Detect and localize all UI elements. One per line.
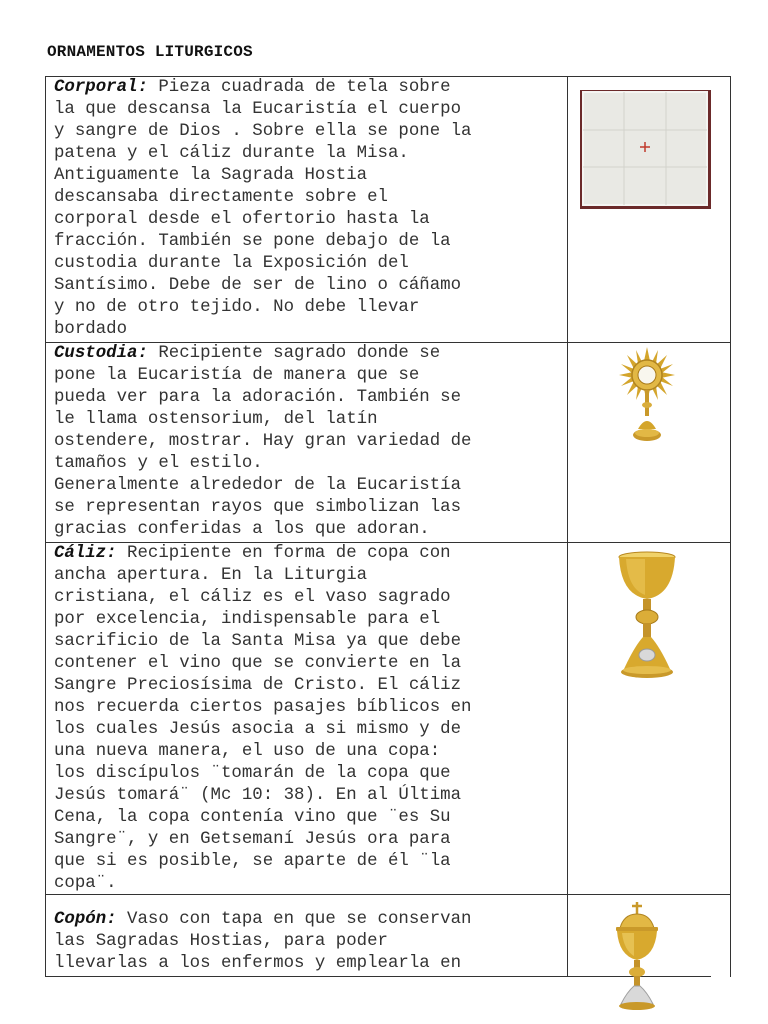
- table-row: [45, 342, 731, 543]
- entry-text: Recipiente sagrado donde se pone la Eucaristía de manera que se pueda ver para la adoración. También se le llama ostensorium, del latín ostendere, mostrar. Hay gran variedad de tamaños y el estilo. Generalmente alrededor de la Eucaristía se representan rayos que simbolizan las gracias conferidas a los que adoran.: [54, 344, 472, 539]
- document-title: ORNAMENTOS LITURGICOS: [47, 43, 253, 61]
- entry-description: [54, 543, 559, 895]
- entry-description: [54, 343, 559, 541]
- entry-term: Corporal:: [54, 78, 148, 97]
- entry-description: [54, 77, 559, 341]
- monstrance-image: [612, 347, 682, 449]
- table-row: [45, 76, 731, 343]
- ciborium-image: [612, 900, 662, 1012]
- entry-text: Vaso con tapa en que se conservan las Sagradas Hostias, para poder llevarlas a los enfermos y emplearla en: [54, 910, 472, 973]
- ornaments-table: [45, 76, 731, 977]
- entry-term: Custodia:: [54, 344, 148, 363]
- corporal-cloth-image: [580, 90, 711, 209]
- entry-term: Copón:: [54, 910, 117, 929]
- entry-text: Recipiente en forma de copa con ancha apertura. En la Liturgia cristiana, el cáliz es el vaso sagrado por excelencia, indispensable para el sacrificio de la Santa Misa ya que debe contener el vino que se convierte en la Sangre Preciosísima de Cristo. El cáliz nos recuerda ciertos pasajes bíblicos en los cuales Jesús asocia a si mismo y de una nueva manera, el uso de una copa: los discípulos ¨tomarán de la copa que Jesús tomará¨ (Mc 10: 38). En al Última Cena, la copa contenía vino que ¨es Su Sangre¨, y en Getsemaní Jesús ora para que si es posible, se aparte de él ¨la copa¨.: [54, 544, 472, 893]
- entry-description: [54, 909, 559, 975]
- entry-text: Pieza cuadrada de tela sobre la que descansa la Eucaristía el cuerpo y sangre de Dios . Sobre ella se pone la patena y el cáliz durante la Misa. Antiguamente la Sagrada Hostia descansaba directamente sobre el corporal desde el ofertorio hasta la fracción. También se pone debajo de la custodia durante la Exposición del Santísimo. Debe de ser de lino o cáñamo y no de otro tejido. No debe llevar bordado: [54, 78, 472, 339]
- entry-term: Cáliz:: [54, 544, 117, 563]
- chalice-image: [612, 551, 682, 681]
- table-row: [45, 542, 731, 895]
